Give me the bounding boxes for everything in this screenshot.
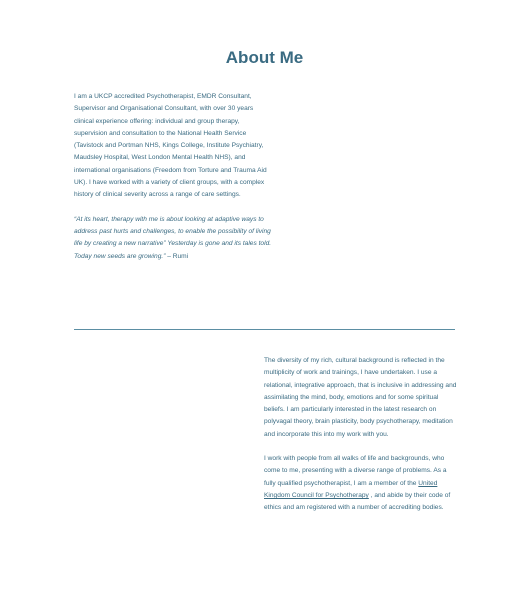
diversity-paragraph: The diversity of my rich, cultural background is reflected in the multiplicity of work and trainings, I have undertaken. I use a relational, integrative approach, that is inclusive in addressing and assimilating the mind, body, emotions and for some spiritual beliefs. I am particularly interested in the latest research on polyvagal theory, brain plasticity, body psychotherapy, meditation and incorporate this into my work with you.: [264, 357, 457, 438]
section-divider: [74, 329, 455, 330]
paragraph-spacer: [74, 202, 274, 214]
paragraph-spacer: [264, 441, 460, 453]
approach-column: [264, 355, 460, 515]
membership-text-end: , and abide by their code of ethics and am registered with a number of accrediting bodies.: [264, 491, 451, 512]
page-title: About Me: [225, 48, 304, 67]
ukcp-link[interactable]: United Kingdom Council for Psychotherapy: [264, 479, 438, 499]
therapy-quote: [74, 214, 274, 263]
quote-attribution: – Rumi: [165, 252, 189, 260]
intro-paragraph: I am a UKCP accredited Psychotherapist, EMDR Consultant, Supervisor and Organisational Consultant, with over 30 years clinical experience offering: individual and group therapy, supervision and consultation to the National Health Service (Tavistock and Portman NHS, Kings College, Institute Psychiatry, Maudsley Hospital, West London Mental Health NHS), and international organisations (Freedom from Torture and Trauma Aid UK). I have worked with a variety of client groups, with a complex history of clinical severity across a range of care settings.: [74, 93, 267, 199]
membership-paragraph: [264, 453, 460, 514]
quote-text: “At its heart, therapy with me is about looking at adaptive ways to address past hurts and challenges, to enable the possibility of living life by creating a new narrative” Yesterday is gone and its tales told. Today new seeds are growing.”: [74, 215, 272, 260]
intro-column: [74, 91, 274, 263]
membership-text-start: I work with people from all walks of life and backgrounds, who come to me, presenting with a diverse range of problems. As a fully qualified psychotherapist, I am a member of the: [264, 455, 447, 487]
